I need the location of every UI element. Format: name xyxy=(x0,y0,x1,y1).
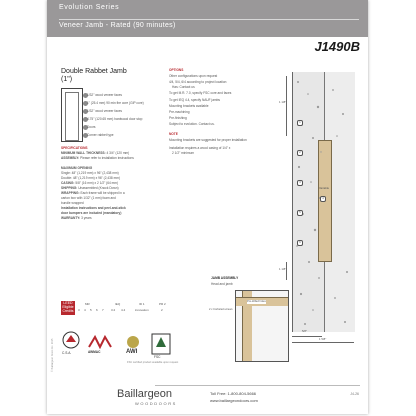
footer-brand: Baillargeon xyxy=(117,388,173,400)
wrapping-value-3: bundle wrapped xyxy=(61,201,84,205)
jamb-assembly-title: JAMB ASSEMBLY xyxy=(211,276,239,280)
wrapping-value-1: Each frame will be shipped in a xyxy=(80,191,125,195)
corner-label-holes: Pre-drilled holes xyxy=(247,300,266,303)
awi-label: AWI xyxy=(126,349,138,355)
dimension-bottom-2: 1 5/8" xyxy=(319,337,327,341)
product-title-line-1: Double Rabbet Jamb xyxy=(61,68,127,75)
callout-6: 6 xyxy=(297,240,303,246)
component-1: 1/32" wood veneer faces xyxy=(87,93,122,97)
fire-core-hatch xyxy=(293,72,353,332)
component-5: Doors xyxy=(87,125,96,129)
note-1: Mounting brackets are suggested for proper installation xyxy=(169,138,247,142)
csa-logo-icon xyxy=(61,330,81,350)
dimension-bottom-line-2 xyxy=(292,342,354,343)
max-opening-label: MAXIMUM OPENING xyxy=(61,166,93,170)
awmac-label: AWMAC xyxy=(88,350,101,354)
options-heading: OPTIONS xyxy=(169,68,184,72)
leed-value-9: 2 xyxy=(161,308,163,312)
footer-brand-sub: WOODDOORS xyxy=(135,401,177,406)
leed-value-7: 4.4 xyxy=(121,308,126,312)
callout-2: 2 xyxy=(297,150,303,156)
leed-header-ieq: IEQ xyxy=(115,302,121,306)
label-variable: Variable xyxy=(319,186,330,190)
leed-badge-line-1: LEED xyxy=(63,301,73,305)
assembly-label: ASSEMBLY: xyxy=(61,156,80,160)
leed-value-3: 5 xyxy=(90,308,92,312)
header-divider xyxy=(59,19,359,20)
max-opening-single: Single: 48" (1,219 mm) x 96" (2,438 mm) xyxy=(61,171,119,175)
fsc-logo-icon xyxy=(151,333,171,355)
leed-badge-line-2: Eligible xyxy=(62,305,74,309)
product-subtitle: Veneer Jamb - Rated (90 minutes) xyxy=(59,22,176,29)
jamb-elevation-inner xyxy=(65,92,79,141)
casing-label: CASING: xyxy=(61,181,75,185)
leed-table xyxy=(61,301,181,315)
option-2: 4/4, 5/4, 6/4 according to project location xyxy=(169,80,227,84)
hardware-note-1: Installation instructions and peel-and-stick xyxy=(61,206,126,210)
spec-sheet xyxy=(47,0,368,414)
max-opening-double: Double: 48" (1,219 mm) x 96" (2,438 mm) xyxy=(61,176,120,180)
note-3: 2 1/2" minimum xyxy=(172,151,195,155)
corner-label-screws: 2 x Corbeled screws xyxy=(209,308,233,311)
dimension-bottom-line-1 xyxy=(292,336,322,337)
leed-value-1: 3 xyxy=(78,308,80,312)
wrapping-label: WRAPPING: xyxy=(61,191,80,195)
dimension-top-line xyxy=(286,76,287,136)
leed-header-id1: ID 1 xyxy=(139,302,145,306)
footer-tollfree: Toll Free: 1-800-804-5666 xyxy=(210,391,257,396)
specifications-heading: SPECIFICATIONS xyxy=(61,146,88,150)
option-6: Mounting brackets available xyxy=(169,104,209,108)
jamb-assembly-subtitle: Head and jamb xyxy=(211,282,233,286)
min-wall-value: 4 3/4" (120 mm) xyxy=(106,151,130,155)
callout-4: 4 xyxy=(320,196,326,202)
callout-1: 1 xyxy=(297,120,303,126)
component-2: 1" (25.4 mm) 90 min fire core (GIP core) xyxy=(87,101,144,105)
component-3: 1/32" wood veneer faces xyxy=(87,109,122,113)
wrapping-value-2: carton box with 1/32" (1 mm) foam and xyxy=(61,196,116,200)
csa-label: C.S.A. xyxy=(62,351,72,355)
assembly-value: Please refer to installation instructions xyxy=(80,156,134,160)
option-3: Has: Contact us xyxy=(172,85,195,89)
leed-badge xyxy=(61,301,75,315)
component-4: 4.75" (120.65 mm) hardwood door stop xyxy=(87,117,143,121)
note-heading: NOTE xyxy=(169,132,178,136)
page-number: J4-26 xyxy=(350,392,359,396)
copyright: © Baillargeon Doors Inc. 2015 xyxy=(51,338,54,372)
warranty-value: 3 years xyxy=(81,216,92,220)
callout-3: 3 xyxy=(297,180,303,186)
option-1: Other configurations upon request xyxy=(169,74,218,78)
option-4: To get M.R. 7.0, specify FSC core and faces xyxy=(169,91,232,95)
option-9: Subject to evolution. Contact us. xyxy=(169,122,215,126)
footer-divider xyxy=(155,385,360,386)
fsc-note: FSC certified product available upon request xyxy=(127,361,179,364)
awmac-logo-icon xyxy=(87,333,113,351)
leed-value-8: innovation xyxy=(135,308,149,312)
option-8: Pre-finishing xyxy=(169,116,187,120)
component-6: Corner rabbet type xyxy=(87,133,114,137)
footer-contact xyxy=(210,390,258,404)
leed-value-4: 6 xyxy=(96,308,98,312)
callout-5: 5 xyxy=(297,210,303,216)
shipping-label: SHIPPING: xyxy=(61,186,78,190)
fsc-label: FSC xyxy=(154,355,161,359)
note-2: Installation requires a wood casing of 1/4" x xyxy=(169,146,231,150)
footer-website: www.baillargeondoors.com xyxy=(210,398,258,403)
leed-header-pr2: PR 2 xyxy=(159,302,166,306)
jamb-elevation-icon xyxy=(61,88,83,142)
product-code: J1490B xyxy=(314,39,360,54)
casing-value: 5/8" (16 mm) x 2 1/2" (64 mm) xyxy=(75,181,119,185)
leed-value-6: 3.2 xyxy=(111,308,116,312)
product-title xyxy=(61,68,127,84)
leed-value-5: 7 xyxy=(102,308,104,312)
option-7: Pre-machining xyxy=(169,110,190,114)
dimension-top: 1 1/8" xyxy=(279,100,287,104)
dimension-bottom-1: 5/8" xyxy=(302,329,307,333)
leed-header-mr: MR xyxy=(85,302,90,306)
series-title: Evolution Series xyxy=(59,4,120,11)
min-wall-label: MINIMUM WALL THICKNESS: xyxy=(61,151,106,155)
shipping-value: Unassembled (Knock Down) xyxy=(78,186,119,190)
leed-value-2: 4 xyxy=(84,308,86,312)
option-5: To get IEQ 4.4, specify NAUF jambs xyxy=(169,98,221,102)
warranty-label: WARRANTY: xyxy=(61,216,81,220)
dimension-mid: 1 1/8" xyxy=(279,267,287,271)
leed-badge-line-3: Credits xyxy=(62,309,74,313)
hardware-note-2: door bumpers are included (mandatory) xyxy=(61,211,122,215)
product-title-line-2: (1") xyxy=(61,76,73,83)
